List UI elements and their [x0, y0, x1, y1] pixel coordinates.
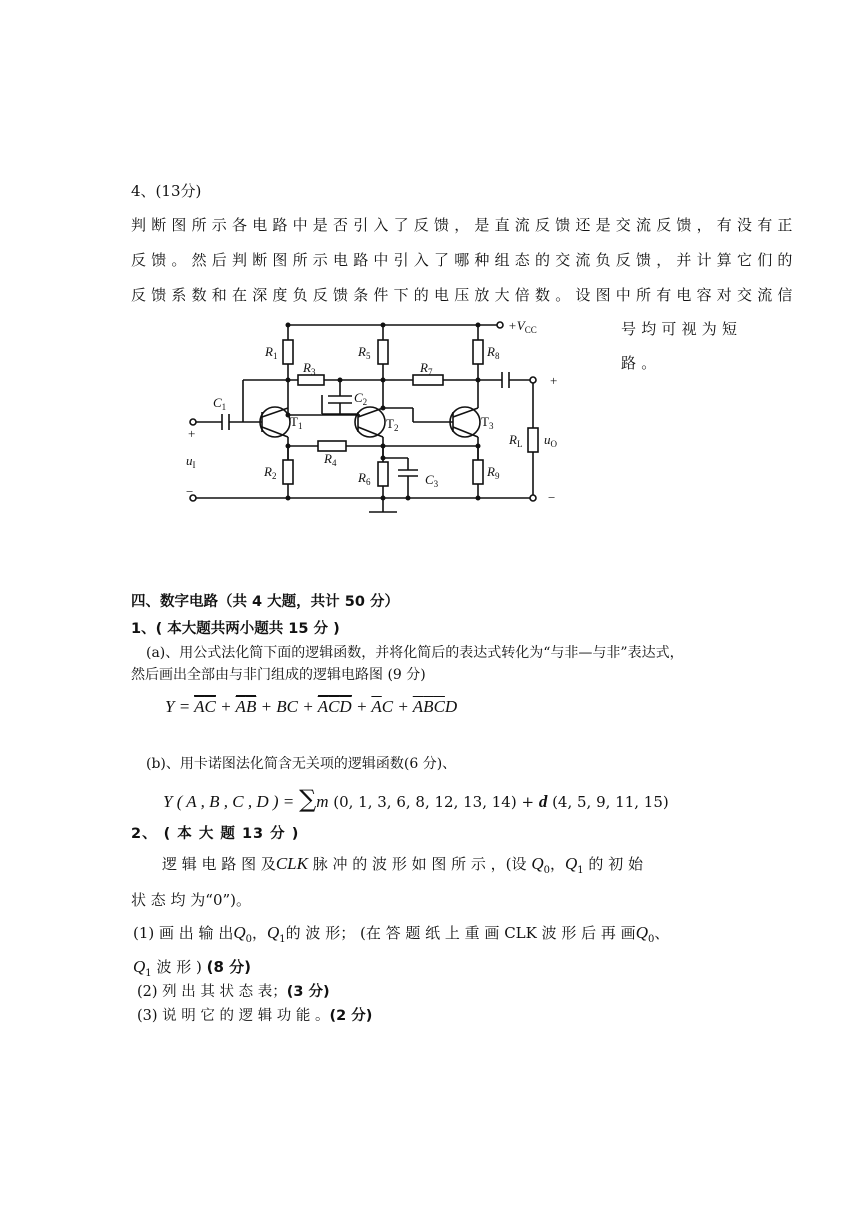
q1b-text: (b)、用卡诺图法化简含无关项的逻辑函数(6 分)、 [146, 756, 457, 772]
q2-item3: (3) 说 明 它 的 逻 辑 功 能 。(2 分) [137, 1008, 373, 1024]
uo-label: $u_O$ [544, 432, 557, 449]
t2-label: $T_2$ [386, 416, 399, 433]
q2-text-line1: 逻 辑 电 路 图 及CLK 脉 冲 的 波 形 如 图 所 示 ，(设 $Q_0$，$Q_1$ 的 初 始 [162, 854, 643, 876]
r5-label: $R_5$ [358, 344, 371, 361]
q1a-text-line1: (a)、用公式法化简下面的逻辑函数，并将化简后的表达式转化为“与非—与非”表达式， [146, 645, 684, 661]
r7-label: $R_7$ [420, 360, 433, 377]
q1-header: 1、( 本大题共两小题共 15 分 ) [131, 621, 340, 637]
ui-label: $u_I$ [186, 453, 196, 470]
r2-label: $R_2$ [264, 464, 277, 481]
q1a-text-line2: 然后画出全部由与非门组成的逻辑电路图 (9 分) [131, 667, 426, 683]
rl-label: $R_L$ [509, 432, 523, 449]
c3-label: $C_3$ [425, 472, 439, 489]
r4-label: $R_4$ [324, 451, 337, 468]
q2-text-line2: 状 态 均 为“0”)。 [131, 891, 252, 909]
c1-label: $C_1$ [213, 395, 227, 412]
q2-item2: (2) 列 出 其 状 态 表；(3 分) [137, 984, 330, 1000]
r3-label: $R_3$ [303, 360, 316, 377]
vcc-label: $+V_{CC}$ [508, 318, 537, 335]
c2-label: $C_2$ [354, 390, 368, 407]
r9-label: $R_9$ [487, 464, 500, 481]
input-plus-label: + [188, 426, 196, 441]
output-plus-label: + [550, 373, 558, 388]
q2-item1-line2: $Q_1$ 波 形 ) (8 分) [133, 957, 251, 979]
q4-side-text1: 号均可视为短 [621, 320, 743, 338]
input-minus-label: − [186, 484, 194, 499]
q4-text-line1: 判断图所示各电路中是否引入了反馈，是直流反馈还是交流反馈，有没有正 [131, 216, 798, 234]
section-title: 四、数字电路（共 4 大题，共计 50 分） [131, 594, 399, 610]
r8-label: $R_8$ [487, 344, 500, 361]
q4-header: 4、(13分) [131, 182, 202, 200]
q1b-formula: Y ( A , B , C , D ) = ∑m (0, 1, 3, 6, 8, 12, 13, 14) + d (4, 5, 9, 11, 15) [163, 785, 669, 813]
output-minus-label: − [548, 490, 556, 505]
r6-label: $R_6$ [358, 470, 371, 487]
q4-side-text2: 路。 [621, 354, 662, 372]
q1a-formula: $Y = \overline{A}\overline{C} + \overline{A}\overline{B}$ + BC + $\overline{A}\overline{C}\overline{D} + \overline{A}C + \overline{A}\overline{B}\overline{C}D$ [165, 697, 458, 716]
q2-header: 2、 ( 本 大 题 13 分 ) [131, 826, 300, 842]
r1-label: $R_1$ [265, 344, 278, 361]
t3-label: $T_3$ [481, 414, 494, 431]
sum-icon: ∑ [299, 785, 317, 813]
q2-item1-line1: (1) 画 出 输 出$Q_0$，$Q_1$的 波 形； (在 答 题 纸 上 重 画 CLK 波 形 后 再 画$Q_0$、 [133, 923, 670, 945]
t1-label: $T_1$ [290, 414, 303, 431]
q4-text-line3: 反馈系数和在深度负反馈条件下的电压放大倍数。设图中所有电容对交流信 [131, 286, 798, 304]
q4-text-line2: 反馈。然后判断图所示电路中引入了哪种组态的交流负反馈，并计算它们的 [131, 251, 798, 269]
